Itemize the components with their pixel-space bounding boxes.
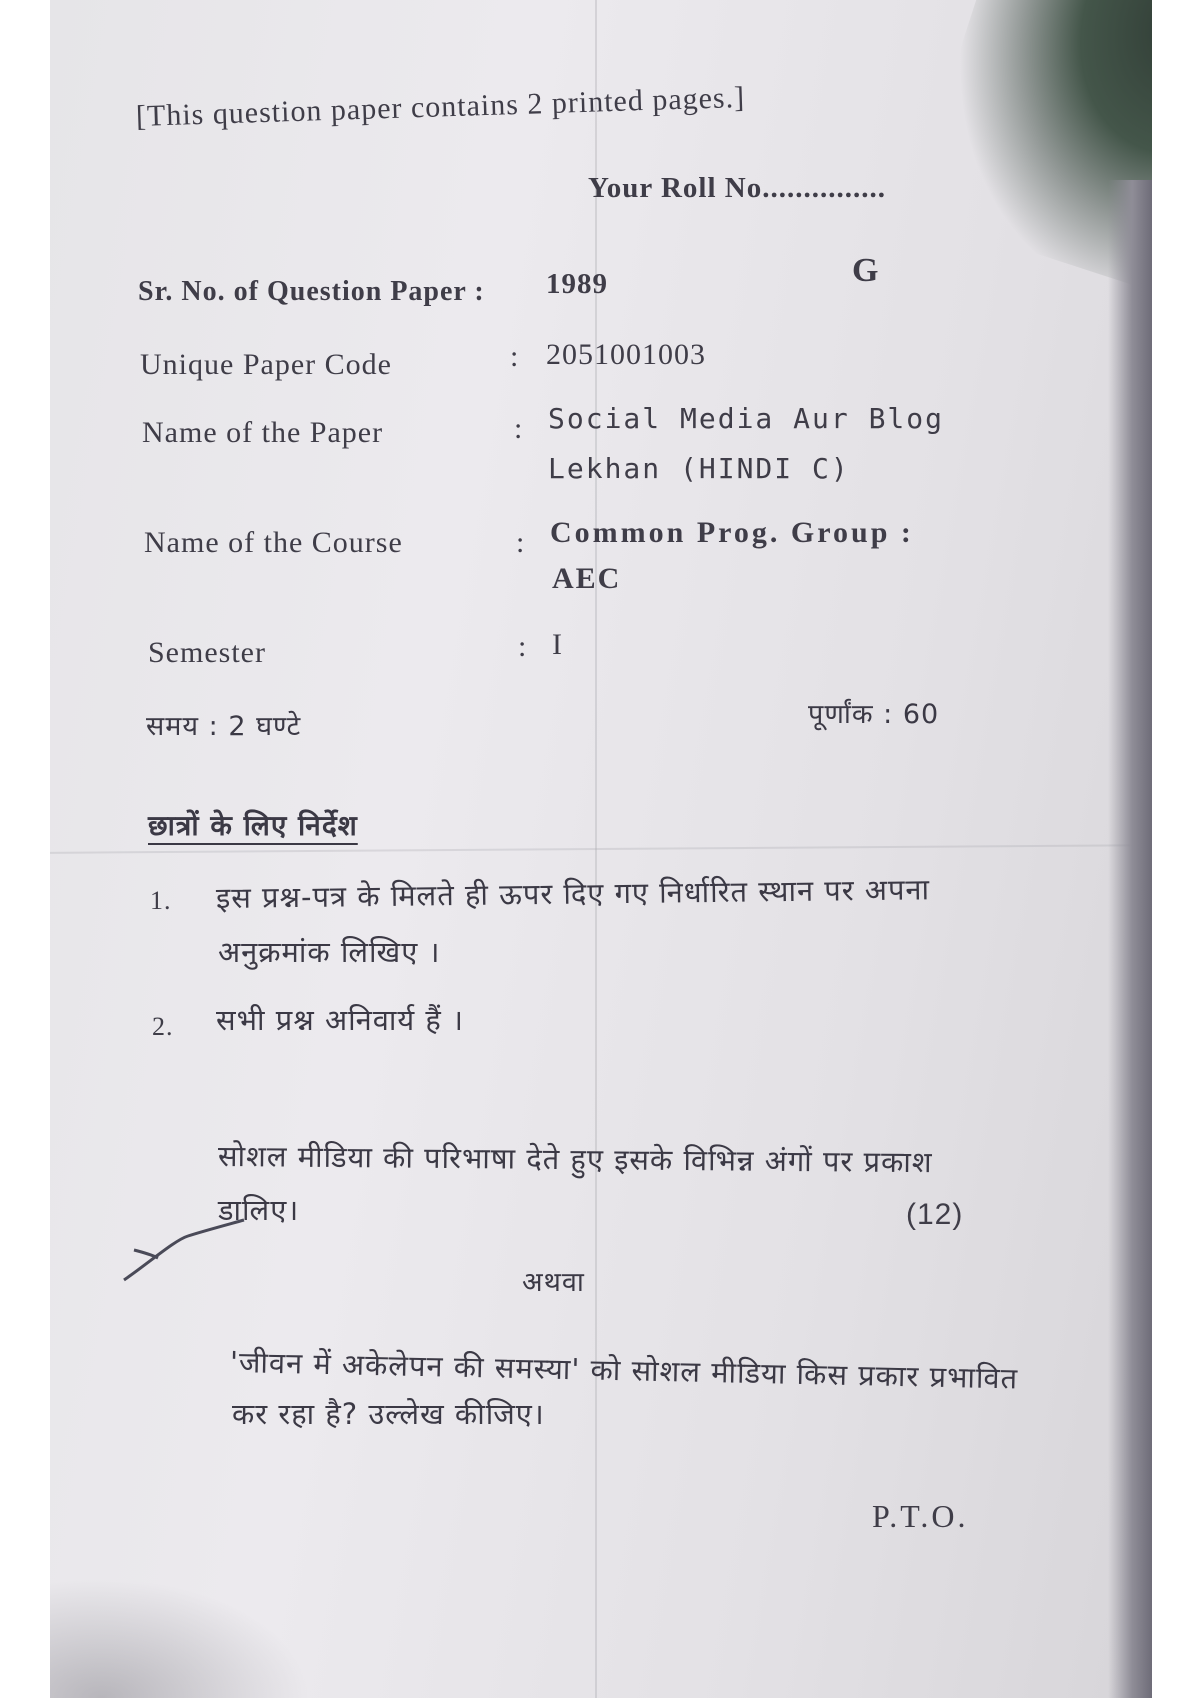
sr-no-value: 1989 (546, 268, 608, 300)
sr-no-label: Sr. No. of Question Paper : (138, 276, 485, 307)
fold-line-horizontal (50, 844, 1152, 854)
paper-set-letter: G (852, 252, 880, 289)
bottom-shadow (50, 1578, 310, 1698)
please-turn-over: P.T.O. (872, 1498, 969, 1534)
course-name-value-line2: AEC (552, 562, 622, 595)
paper-name-value-line2: Lekhan (HINDI C) (548, 452, 850, 485)
time-allowed: समय : 2 घण्टे (146, 711, 302, 742)
semester-sep: : (518, 630, 528, 663)
roll-number-label: Your Roll No............... (588, 172, 886, 204)
instruction-2-line1: सभी प्रश्न अनिवार्य हैं । (216, 1003, 464, 1037)
right-edge-shadow (1108, 180, 1152, 1698)
course-name-label: Name of the Course (144, 526, 403, 559)
semester-label: Semester (148, 636, 266, 669)
unique-paper-code-label: Unique Paper Code (140, 348, 392, 381)
question-paper-sheet (50, 0, 1152, 1698)
unique-paper-code-sep: : (510, 340, 520, 373)
course-name-sep: : (516, 526, 526, 559)
maximum-marks: पूर्णांक : 60 (808, 699, 940, 730)
course-name-value-line1: Common Prog. Group : (550, 516, 914, 549)
instructions-heading: छात्रों के लिए निर्देश (148, 809, 358, 842)
question-1-marks: (12) (906, 1198, 964, 1231)
unique-paper-code-value: 2051001003 (546, 338, 706, 371)
instruction-2-number: 2. (152, 1012, 174, 1041)
paper-name-label: Name of the Paper (142, 416, 384, 449)
paper-name-value-line1: Social Media Aur Blog (548, 402, 945, 435)
or-label: अथवा (522, 1267, 585, 1298)
instruction-1-line1: इस प्रश्न-पत्र के मिलते ही ऊपर दिए गए निर्धारित स्थान पर अपना (215, 872, 931, 915)
question-1-alt-line2: कर रहा है? उल्लेख कीजिए। (232, 1397, 545, 1431)
question-1-alt-line1: 'जीवन में अकेलेपन की समस्या' को सोशल मीडिया किस प्रकार प्रभावित (229, 1345, 1019, 1396)
question-1-line1: सोशल मीडिया की परिभाषा देते हुए इसके विभिन्न अंगों पर प्रकाश (217, 1139, 933, 1180)
question-1-line2: डालिए। (218, 1193, 300, 1227)
instruction-1-line2: अनुक्रमांक लिखिए । (218, 935, 441, 969)
pages-note: [This question paper contains 2 printed pages.] (135, 80, 746, 133)
instruction-1-number: 1. (150, 886, 172, 915)
paper-name-sep: : (514, 412, 524, 445)
semester-value: I (552, 628, 563, 661)
